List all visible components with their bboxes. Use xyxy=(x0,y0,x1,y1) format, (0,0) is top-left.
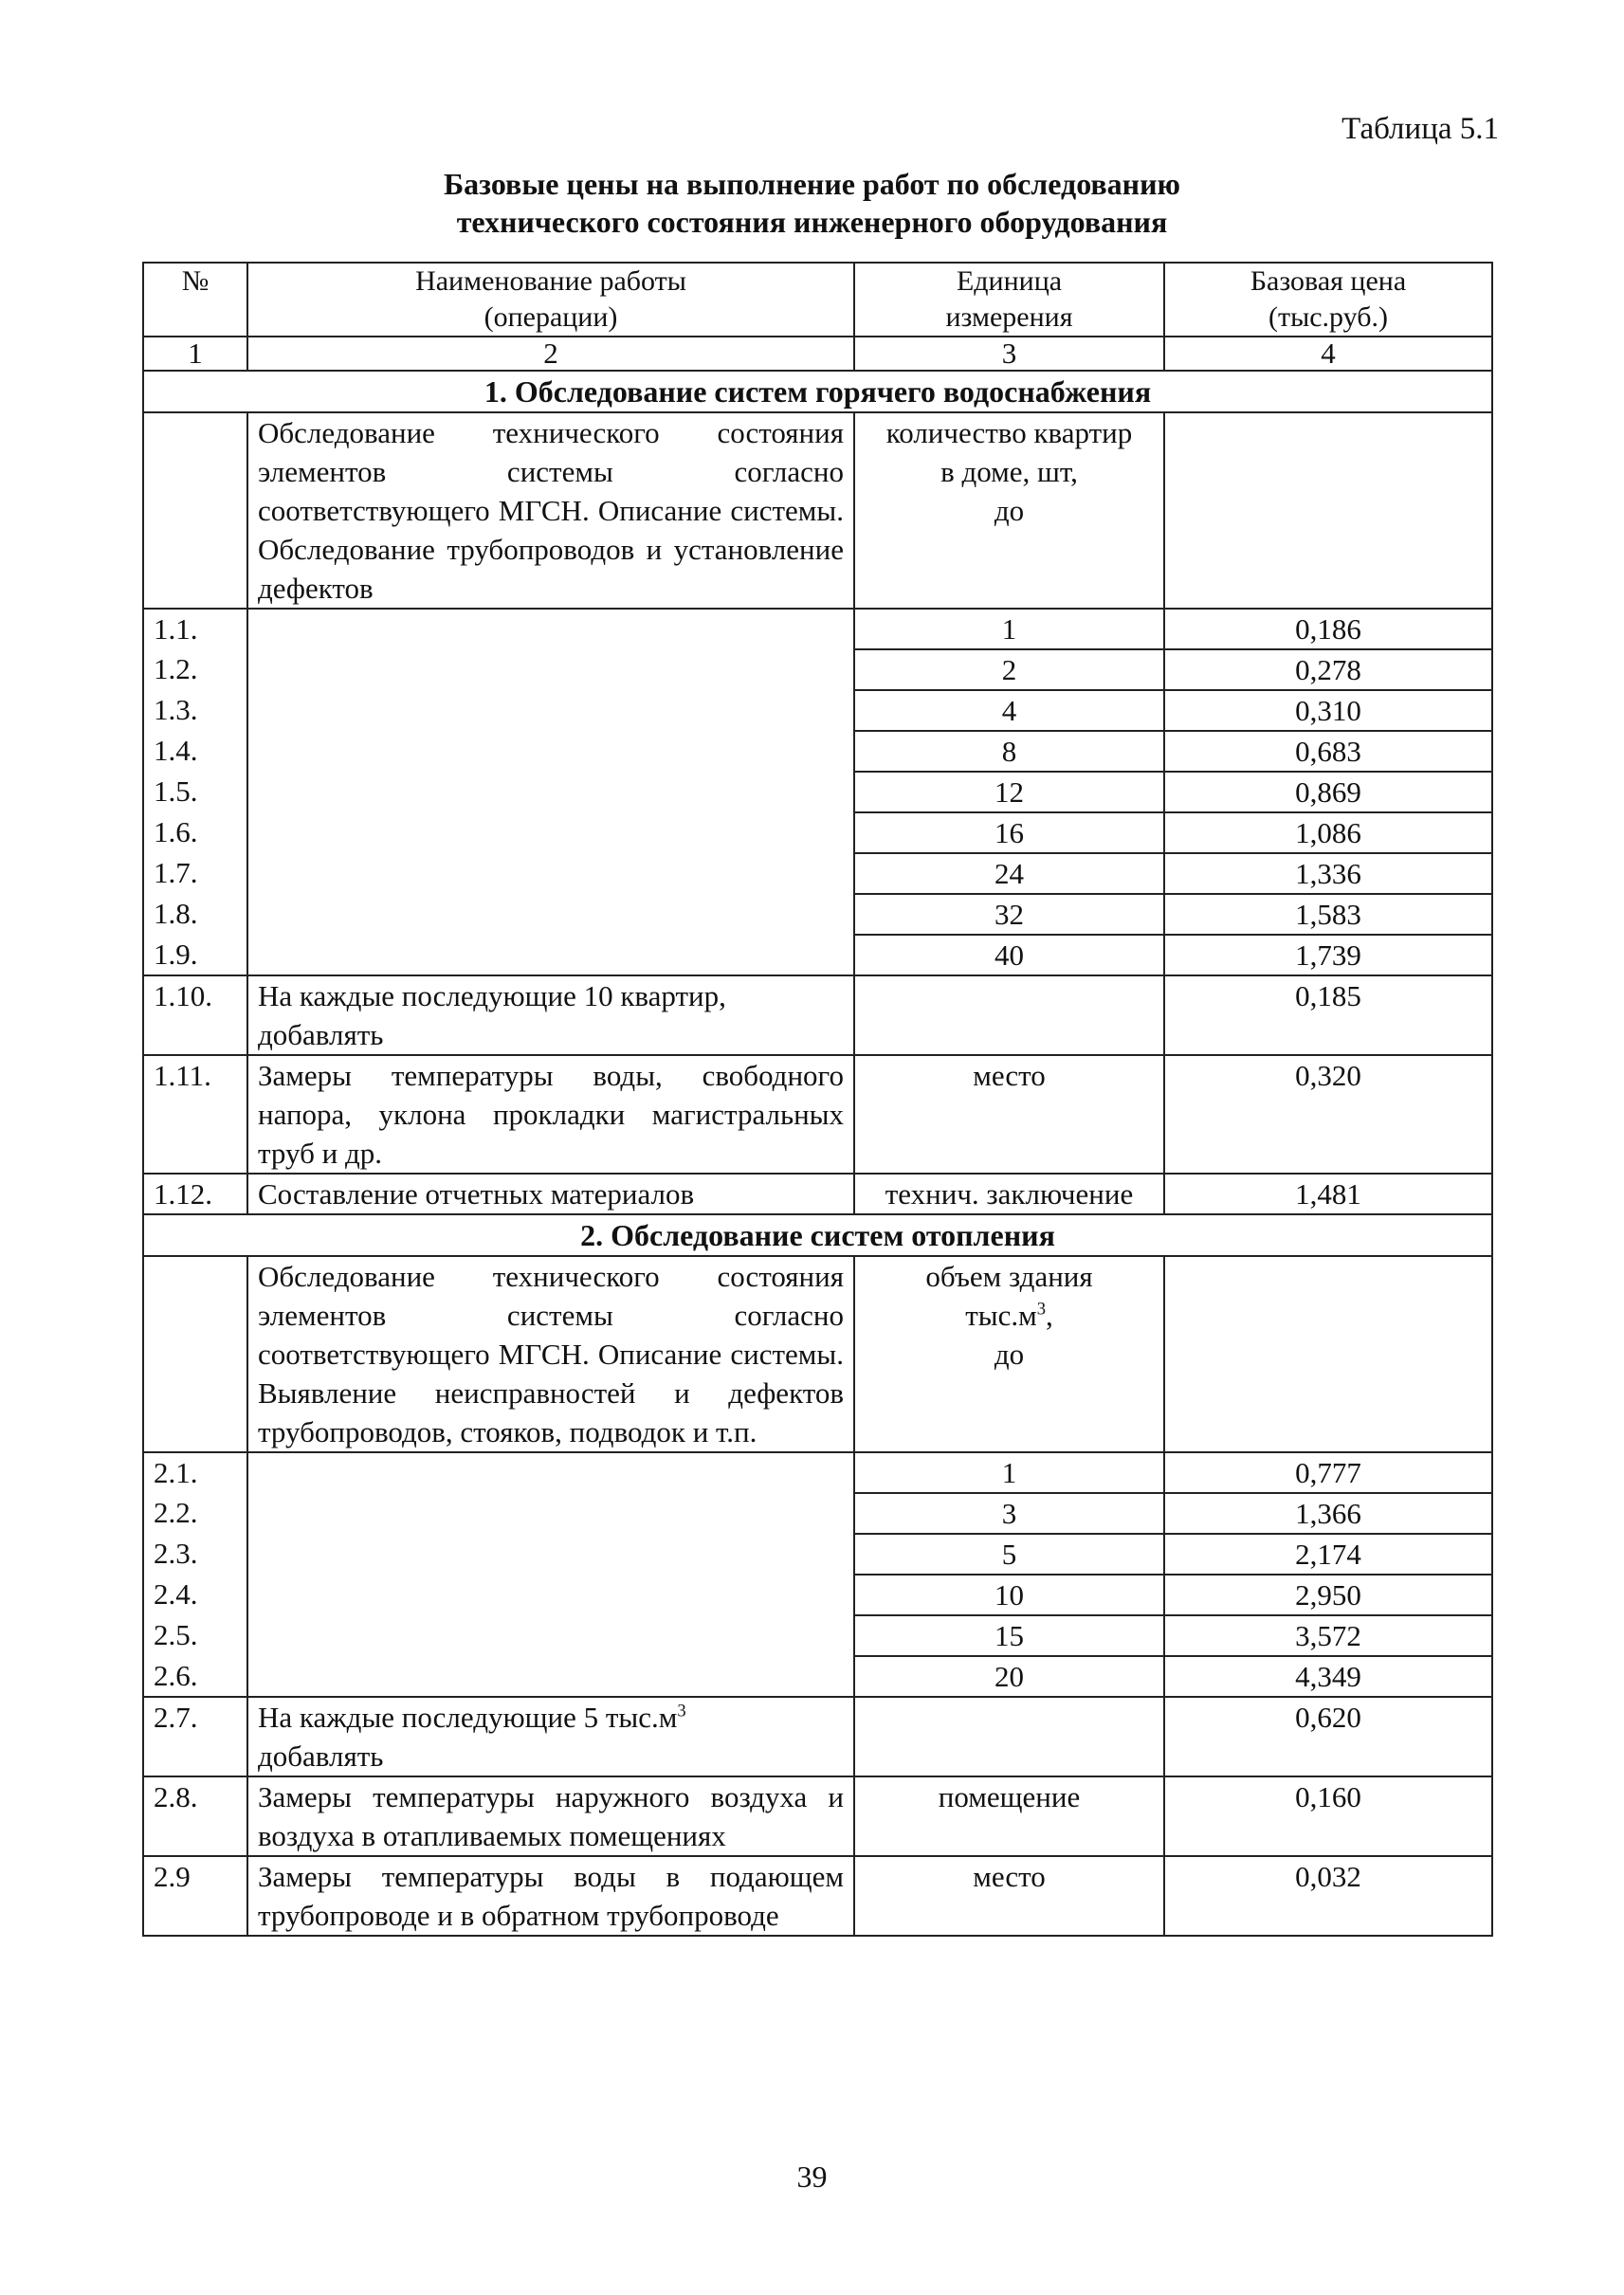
row-1-10: 1.10. На каждые последующие 10 квартир, добавлять 0,185 xyxy=(143,975,1492,1055)
row-unit: 16 xyxy=(854,812,1164,853)
row-price: 0,869 xyxy=(1164,772,1492,812)
row-price: 0,310 xyxy=(1164,690,1492,731)
table-label: Таблица 5.1 xyxy=(1341,112,1499,146)
table-row xyxy=(143,649,1492,690)
row-number: 1.5. xyxy=(143,772,247,812)
table-row xyxy=(143,853,1492,894)
row-empty-name xyxy=(247,1493,854,1534)
row-number: 2.6. xyxy=(143,1656,247,1697)
page-number: 39 xyxy=(796,2159,828,2194)
row-price: 1,583 xyxy=(1164,894,1492,935)
row-number: 1.9. xyxy=(143,935,247,975)
row-price: 2,950 xyxy=(1164,1575,1492,1615)
table-row xyxy=(143,1452,1492,1493)
table-title xyxy=(0,165,1624,241)
table-row xyxy=(143,1656,1492,1697)
row-empty-name xyxy=(247,853,854,894)
row-empty-name xyxy=(247,935,854,975)
row-empty-name xyxy=(247,812,854,853)
section-2-title: 2. Обследование систем отопления xyxy=(143,1214,1492,1256)
row-price: 0,777 xyxy=(1164,1452,1492,1493)
row-price: 1,086 xyxy=(1164,812,1492,853)
row-price: 0,683 xyxy=(1164,731,1492,772)
row-price: 3,572 xyxy=(1164,1615,1492,1656)
row-2-8: 2.8. Замеры температуры наружного воздуха и воздуха в отапливаемых помещениях помещение 0,160 xyxy=(143,1776,1492,1856)
row-empty-name xyxy=(247,772,854,812)
section-2-desc-row xyxy=(143,1256,1492,1452)
row-unit: 8 xyxy=(854,731,1164,772)
table-row xyxy=(143,1534,1492,1575)
price-table xyxy=(142,262,1493,1937)
title-line-1: Базовые цены на выполнение работ по обследованию xyxy=(444,167,1180,201)
header-number-row xyxy=(143,337,1492,371)
row-number: 1.2. xyxy=(143,649,247,690)
row-unit: 24 xyxy=(854,853,1164,894)
row-empty-name xyxy=(247,1452,854,1493)
col-index-3: 3 xyxy=(854,337,1164,371)
row-number: 2.2. xyxy=(143,1493,247,1534)
header-base-price: Базовая цена (тыс.руб.) xyxy=(1164,263,1492,337)
table-row xyxy=(143,1575,1492,1615)
row-empty-name xyxy=(247,1534,854,1575)
row-2-9: 2.9 Замеры температуры воды в подающем трубопроводе и в обратном трубопроводе место 0,032 xyxy=(143,1856,1492,1936)
table-row xyxy=(143,812,1492,853)
col-index-1: 1 xyxy=(143,337,247,371)
row-empty-name xyxy=(247,649,854,690)
row-number: 1.7. xyxy=(143,853,247,894)
table-row xyxy=(143,935,1492,975)
table-row xyxy=(143,894,1492,935)
row-price: 1,336 xyxy=(1164,853,1492,894)
row-1-12: 1.12. Составление отчетных материалов технич. заключение 1,481 xyxy=(143,1174,1492,1214)
header-number: № xyxy=(143,263,247,337)
row-empty-name xyxy=(247,609,854,649)
header-work-name: Наименование работы (операции) xyxy=(247,263,854,337)
row-empty-name xyxy=(247,1575,854,1615)
table-row xyxy=(143,772,1492,812)
row-unit: 32 xyxy=(854,894,1164,935)
row-unit: 20 xyxy=(854,1656,1164,1697)
row-number: 1.3. xyxy=(143,690,247,731)
row-price: 1,739 xyxy=(1164,935,1492,975)
section-2-description: Обследование технического состояния элементов системы согласно соответствующего МГСН. Описание системы. Выявление неисправностей и дефектов трубопроводов, стояков, подводок и т.п. xyxy=(247,1256,854,1452)
title-line-2: технического состояния инженерного оборудования xyxy=(456,205,1168,239)
section-1-title: 1. Обследование систем горячего водоснабжения xyxy=(143,371,1492,412)
row-unit: 12 xyxy=(854,772,1164,812)
row-number: 2.1. xyxy=(143,1452,247,1493)
row-price: 2,174 xyxy=(1164,1534,1492,1575)
section-2-title-row xyxy=(143,1214,1492,1256)
row-price: 1,366 xyxy=(1164,1493,1492,1534)
table-row xyxy=(143,731,1492,772)
row-number: 1.1. xyxy=(143,609,247,649)
col-index-2: 2 xyxy=(247,337,854,371)
row-unit: 10 xyxy=(854,1575,1164,1615)
section-1-unit: количество квартир в доме, шт, до xyxy=(854,412,1164,609)
row-price: 0,186 xyxy=(1164,609,1492,649)
row-unit: 2 xyxy=(854,649,1164,690)
row-unit: 3 xyxy=(854,1493,1164,1534)
table-row xyxy=(143,1493,1492,1534)
row-unit: 40 xyxy=(854,935,1164,975)
row-empty-name xyxy=(247,1656,854,1697)
row-number: 2.5. xyxy=(143,1615,247,1656)
header-row xyxy=(143,263,1492,337)
table-row xyxy=(143,690,1492,731)
row-number: 2.4. xyxy=(143,1575,247,1615)
row-1-11: 1.11. Замеры температуры воды, свободного напора, уклона прокладки магистральных труб и др. место 0,320 xyxy=(143,1055,1492,1174)
section-1-title-row xyxy=(143,371,1492,412)
row-unit: 4 xyxy=(854,690,1164,731)
row-unit: 1 xyxy=(854,1452,1164,1493)
table-row xyxy=(143,609,1492,649)
row-number: 1.6. xyxy=(143,812,247,853)
section-1-desc-row xyxy=(143,412,1492,609)
row-price: 0,278 xyxy=(1164,649,1492,690)
row-number: 2.3. xyxy=(143,1534,247,1575)
section-2-unit: объем здания $тыс.м^3$, до xyxy=(854,1256,1164,1452)
row-empty-name xyxy=(247,894,854,935)
row-unit: 1 xyxy=(854,609,1164,649)
row-unit: 5 xyxy=(854,1534,1164,1575)
row-price: 4,349 xyxy=(1164,1656,1492,1697)
row-empty-name xyxy=(247,731,854,772)
table-row xyxy=(143,1615,1492,1656)
header-unit: Единица измерения xyxy=(854,263,1164,337)
section-1-description: Обследование технического состояния элементов системы согласно соответствующего МГСН. Описание системы. Обследование трубопроводов и установление дефектов xyxy=(247,412,854,609)
row-number: 1.4. xyxy=(143,731,247,772)
row-number: 1.8. xyxy=(143,894,247,935)
row-empty-name xyxy=(247,690,854,731)
row-unit: 15 xyxy=(854,1615,1164,1656)
row-2-7: 2.7. На каждые последующие 5 $тыс.м^3$ добавлять 0,620 xyxy=(143,1697,1492,1776)
col-index-4: 4 xyxy=(1164,337,1492,371)
row-empty-name xyxy=(247,1615,854,1656)
